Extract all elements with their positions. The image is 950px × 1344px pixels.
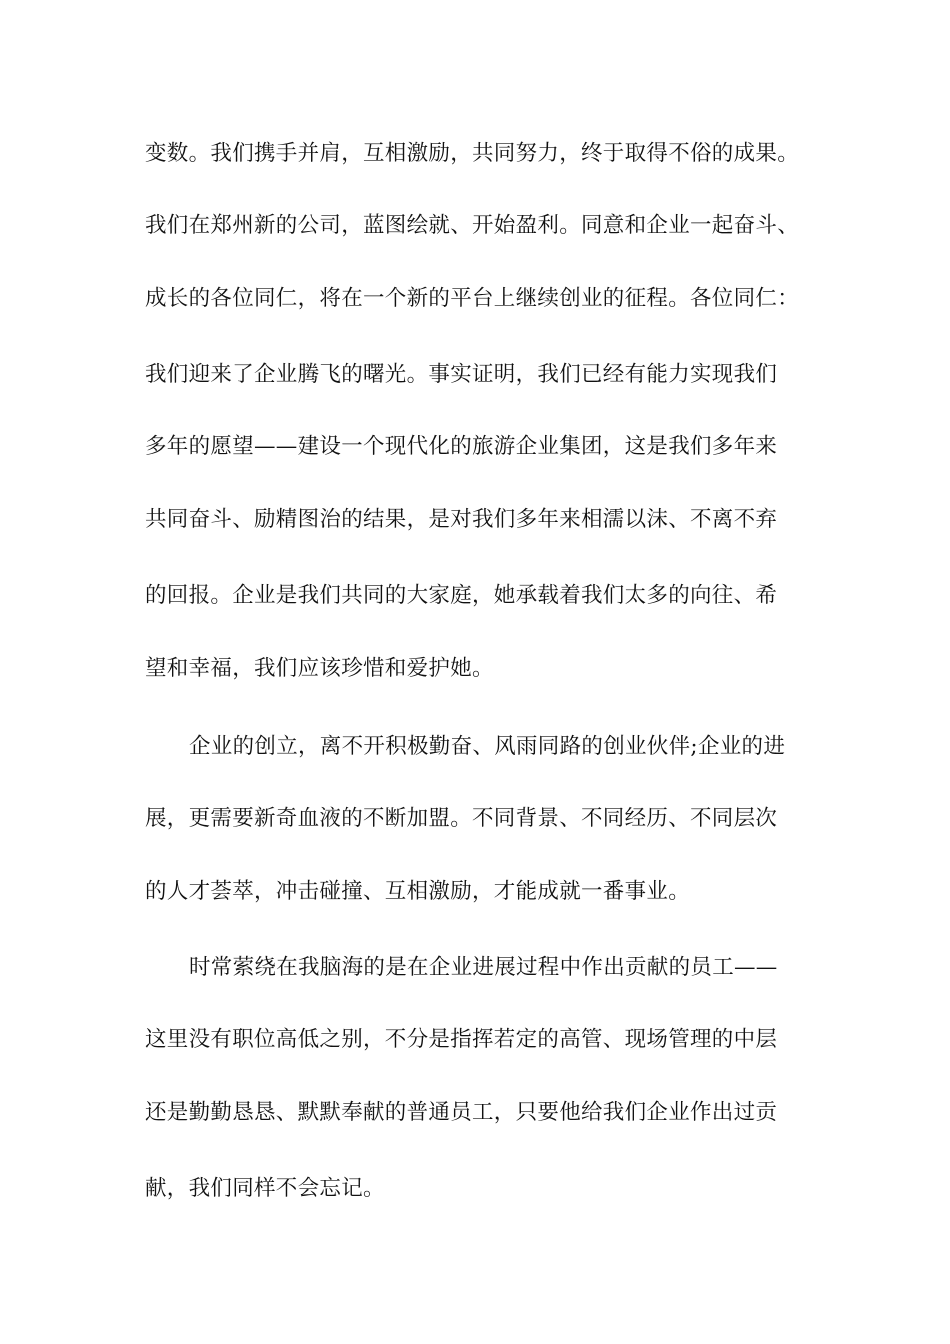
text-line: 献，我们同样不会忘记。 (145, 1176, 385, 1201)
text-line: 望和幸福，我们应该珍惜和爱护她。 (145, 656, 494, 681)
text-line: 成长的各位同仁，将在一个新的平台上继续创业的征程。各位同仁： (145, 286, 800, 311)
text-line: 我们迎来了企业腾飞的曙光。事实证明，我们已经有能力实现我们 (145, 362, 778, 387)
text-line: 变数。我们携手并肩，互相激励，共同努力，终于取得不俗的成果。 (145, 141, 800, 166)
text-line: 展，更需要新奇血液的不断加盟。不同背景、不同经历、不同层次 (145, 806, 778, 831)
text-line: 企业的创立，离不开积极勤奋、风雨同路的创业伙伴;企业的进 (189, 734, 786, 759)
text-line: 的人才荟萃，冲击碰撞、互相激励，才能成就一番事业。 (145, 879, 691, 904)
text-line: 还是勤勤恳恳、默默奉献的普通员工，只要他给我们企业作出过贡 (145, 1100, 778, 1125)
text-line: 这里没有职位高低之别，不分是指挥若定的高管、现场管理的中层 (145, 1027, 778, 1052)
text-line: 共同奋斗、励精图治的结果，是对我们多年来相濡以沫、不离不弃 (145, 507, 778, 532)
text-line: 多年的愿望——建设一个现代化的旅游企业集团，这是我们多年来 (145, 434, 778, 459)
text-line: 时常萦绕在我脑海的是在企业进展过程中作出贡献的员工—— (189, 955, 778, 980)
text-line: 的回报。企业是我们共同的大家庭，她承载着我们太多的向往、希 (145, 583, 778, 608)
text-line: 我们在郑州新的公司，蓝图绘就、开始盈利。同意和企业一起奋斗、 (145, 213, 800, 238)
